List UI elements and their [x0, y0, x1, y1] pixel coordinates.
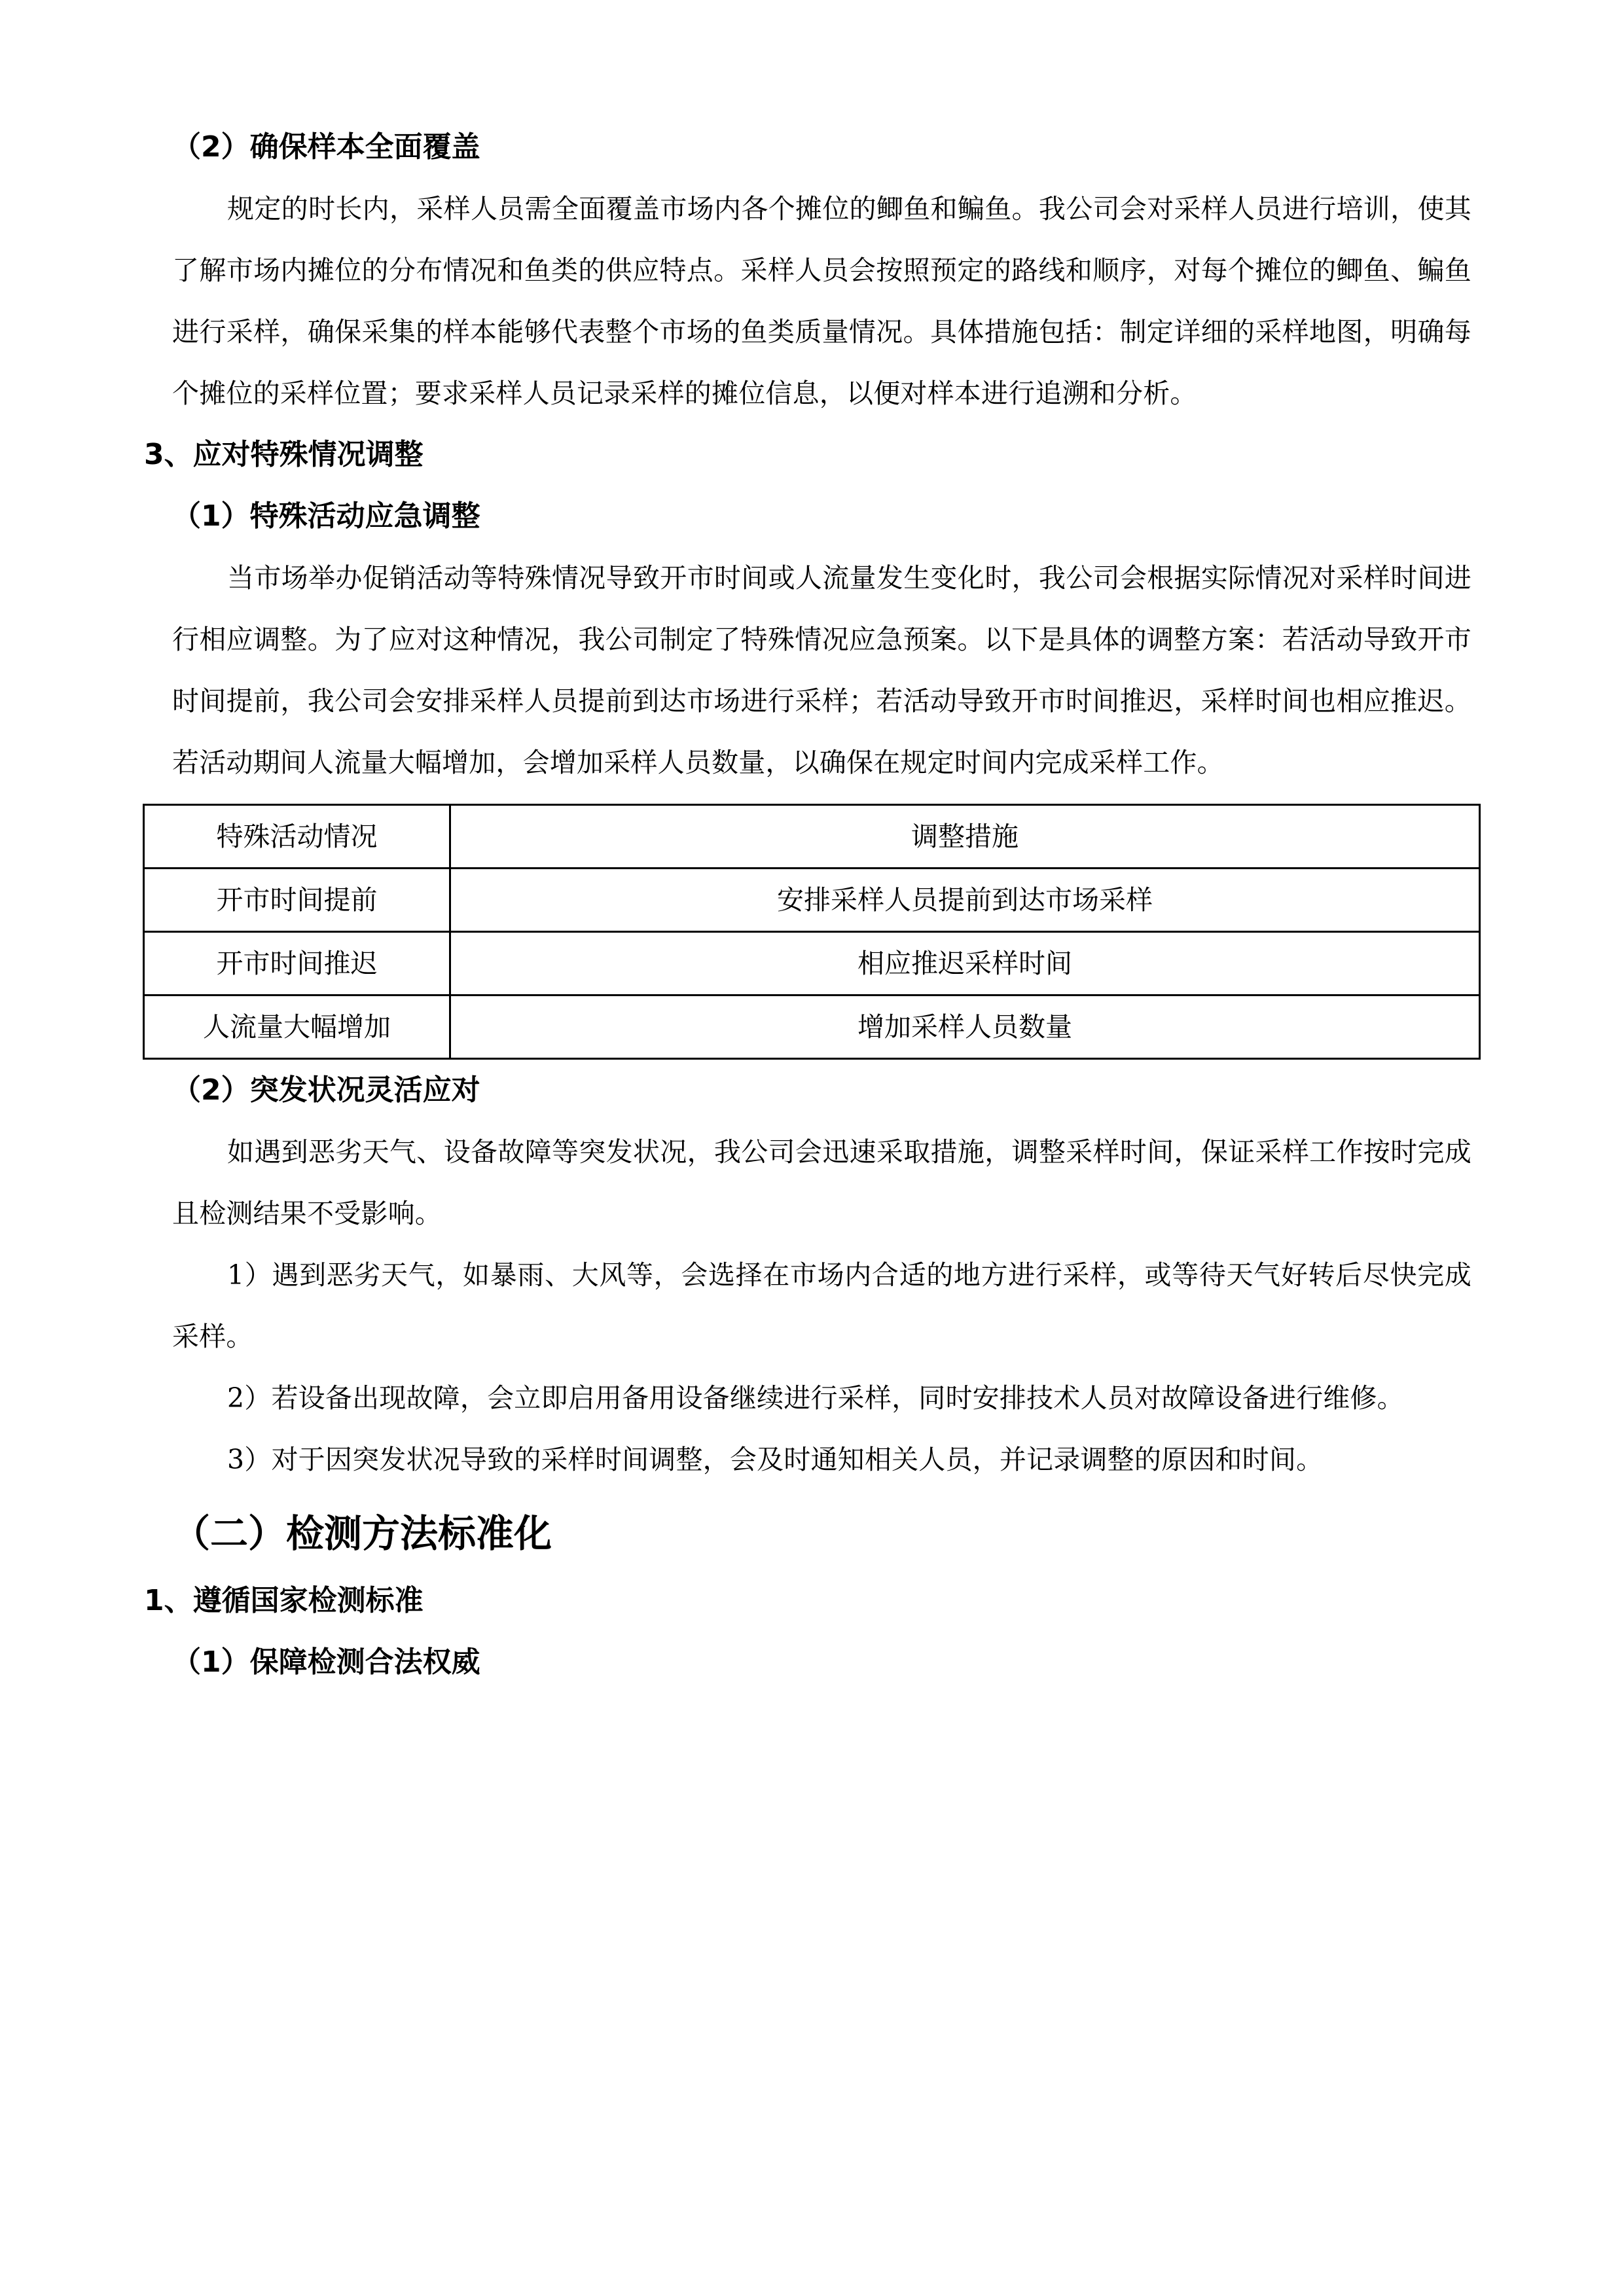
table-header-row: [144, 805, 1480, 869]
table-row: [144, 932, 1480, 996]
special-event-adjustment-table-wrapper: [143, 804, 1471, 1060]
heading-special-event-emergency-adjustment: （1）特殊活动应急调整: [172, 499, 480, 533]
paragraph-special-event-adjustment: 当市场举办促销活动等特殊情况导致开市时间或人流量发生变化时，我公司会根据实际情况对采样时间进行相应调整。为了应对这种情况，我公司制定了特殊情况应急预案。以下是具体的调整方案：若活动导致开市时间提前，我公司会安排采样人员提前到达市场进行采样；若活动导致开市时间推迟，采样时间也相应推迟。若活动期间人流量大幅增加，会增加采样人员数量，以确保在规定时间内完成采样工作。: [172, 562, 1471, 778]
table-cell-situation: 开市时间提前: [144, 869, 450, 932]
paragraph-sample-coverage: 规定的时长内，采样人员需全面覆盖市场内各个摊位的鲫鱼和鳊鱼。我公司会对采样人员进行培训，使其了解市场内摊位的分布情况和鱼类的供应特点。采样人员会按照预定的路线和顺序，对每个摊位的鲫鱼、鳊鱼进行采样，确保采集的样本能够代表整个市场的鱼类质量情况。具体措施包括：制定详细的采样地图，明确每个摊位的采样位置；要求采样人员记录采样的摊位信息，以便对样本进行追溯和分析。: [172, 193, 1471, 409]
paragraph-item-2-equipment-failure: 2）若设备出现故障，会立即启用备用设备继续进行采样，同时安排技术人员对故障设备进行维修。: [227, 1382, 1404, 1414]
heading-emergency-flexible-response: （2）突发状况灵活应对: [172, 1073, 480, 1107]
document-content: [143, 117, 1471, 1693]
heading-detection-method-standardization: （二）检测方法标准化: [172, 1511, 552, 1556]
heading-ensure-sample-coverage: （2）确保样本全面覆盖: [172, 130, 480, 164]
table-cell-situation: 开市时间推迟: [144, 932, 450, 996]
table-header-measure: 调整措施: [450, 805, 1480, 869]
table-cell-situation: 人流量大幅增加: [144, 996, 450, 1059]
table-row: [144, 996, 1480, 1059]
table-cell-measure: 增加采样人员数量: [450, 996, 1480, 1059]
table-cell-measure: 安排采样人员提前到达市场采样: [450, 869, 1480, 932]
table-cell-measure: 相应推迟采样时间: [450, 932, 1480, 996]
paragraph-item-1-bad-weather: 1）遇到恶劣天气，如暴雨、大风等，会选择在市场内合适的地方进行采样，或等待天气好转后尽快完成采样。: [172, 1259, 1471, 1352]
table-row: [144, 869, 1480, 932]
heading-ensure-legal-authority: （1）保障检测合法权威: [172, 1645, 480, 1679]
special-event-adjustment-table: [143, 804, 1481, 1060]
heading-follow-national-standards: 1、遵循国家检测标准: [144, 1584, 424, 1617]
paragraph-emergency-response: 如遇到恶劣天气、设备故障等突发状况，我公司会迅速采取措施，调整采样时间，保证采样工作按时完成且检测结果不受影响。: [172, 1136, 1471, 1229]
section-spacer: [143, 1490, 1471, 1497]
heading-special-situation-adjustment: 3、应对特殊情况调整: [144, 438, 424, 471]
paragraph-item-3-notification: 3）对于因突发状况导致的采样时间调整，会及时通知相关人员，并记录调整的原因和时间。: [227, 1444, 1324, 1475]
table-header-situation: 特殊活动情况: [144, 805, 450, 869]
